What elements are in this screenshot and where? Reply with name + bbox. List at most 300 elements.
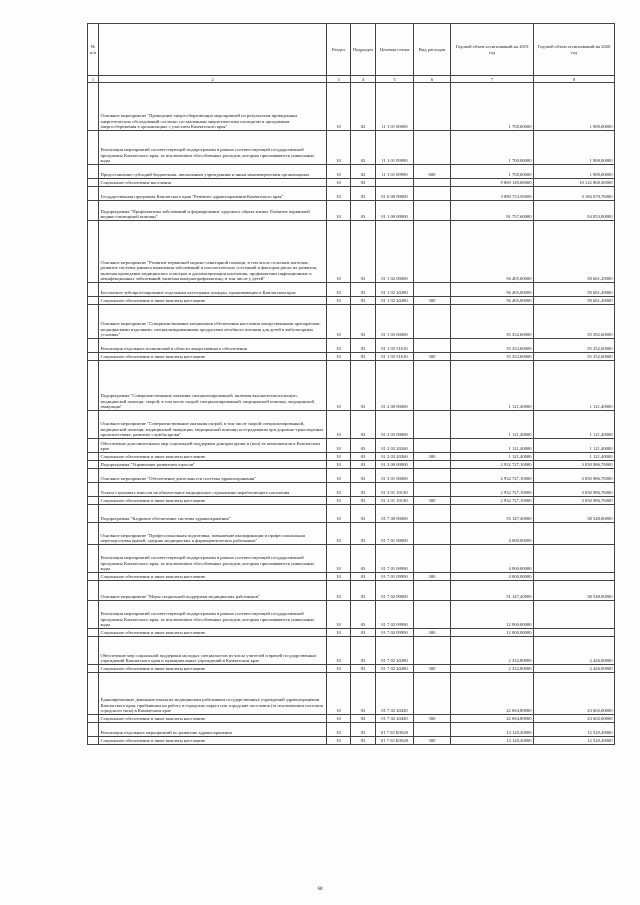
row-podrazdel-cell: 03 (351, 483, 376, 497)
row-name-cell: Социальное обеспечение и иные выплаты населению (99, 737, 327, 745)
row-sum-2020-cell: 1 900,00000 (534, 83, 615, 131)
row-sum-2020-cell: 1 121,40000 (534, 453, 615, 461)
column-number: 2 (99, 76, 327, 83)
row-sum-2019-cell: 1 121,40000 (451, 439, 534, 453)
row-expense-type-cell (414, 201, 451, 221)
row-sum-2020-cell: 58 661,20000 (534, 221, 615, 283)
row-target-article-cell: 11 1 01 09990 (376, 131, 414, 165)
table-row (88, 637, 615, 665)
row-number-cell (88, 673, 99, 715)
row-expense-type-cell: 300 (414, 297, 451, 305)
row-sum-2020-cell: 3 050 986,70000 (534, 483, 615, 497)
row-razdel-cell: 10 (327, 461, 351, 469)
row-podrazdel-cell: 02 (351, 83, 376, 131)
row-number-cell (88, 353, 99, 361)
row-name-cell: Подпрограмма "Совершенствование оказания специализированной, включая высокотехнологичную, медицинской помощи, скорой, в том числе скорой специализированной, медицинской помощи, медицинской эвакуации" (99, 361, 327, 411)
row-sum-2020-cell: 3 050 986,70000 (534, 497, 615, 505)
row-podrazdel-cell: 03 (351, 723, 376, 737)
header-podrazdel: Подраздел (351, 24, 376, 76)
row-sum-2020-cell: 1 900,00000 (534, 131, 615, 165)
row-target-article-cell: 01 7 02 00000 (376, 581, 414, 601)
table-row (88, 461, 615, 469)
row-number-cell (88, 523, 99, 545)
row-podrazdel-cell: 03 (351, 629, 376, 637)
row-podrazdel-cell: 03 (351, 221, 376, 283)
row-target-article-cell: 01 7 02 20420 (376, 715, 414, 723)
row-podrazdel-cell: 03 (351, 637, 376, 665)
row-sum-2019-cell: 2 332,80000 (451, 637, 534, 665)
row-target-article-cell: 01 7 02 20420 (376, 673, 414, 715)
row-name-cell: Социальное обеспечение населения (99, 179, 327, 187)
row-target-article-cell: 01 3 00 00000 (376, 461, 414, 469)
row-number-cell (88, 497, 99, 505)
row-sum-2019-cell: 9 869 149,60000 (451, 179, 534, 187)
row-sum-2020-cell: 2 426,00000 (534, 665, 615, 673)
row-expense-type-cell: 300 (414, 737, 451, 745)
row-target-article-cell: 01 1 03 00000 (376, 305, 414, 339)
row-razdel-cell: 10 (327, 723, 351, 737)
row-number-cell (88, 483, 99, 497)
row-expense-type-cell (414, 283, 451, 297)
table-row (88, 453, 615, 461)
row-name-cell: Основное мероприятие "Меры социальной поддержки медицинских работников" (99, 581, 327, 601)
row-target-article-cell: 01 7 01 09990 (376, 573, 414, 581)
row-number-cell (88, 723, 99, 737)
table-row (88, 361, 615, 411)
row-name-cell: Подпрограмма "Кадровое обеспечение системы здравоохранения" (99, 505, 327, 523)
row-target-article-cell: 01 3 01 10130 (376, 497, 414, 505)
column-number: 6 (414, 76, 451, 83)
table-row (88, 187, 615, 201)
table-row (88, 297, 615, 305)
row-name-cell: Уплата страховых взносов на обязательное медицинское страхование неработающего населения (99, 483, 327, 497)
row-name-cell: Реализация отдельных мероприятий по развитию здравоохранения (99, 723, 327, 737)
row-number-cell (88, 305, 99, 339)
row-razdel-cell: 10 (327, 297, 351, 305)
row-razdel-cell: 10 (327, 601, 351, 629)
row-number-cell (88, 469, 99, 483)
row-podrazdel-cell: 03 (351, 581, 376, 601)
row-name-cell: Государственная программа Камчатского края "Развитие здравоохранения Камчатского края" (99, 187, 327, 201)
row-sum-2019-cell: 2 932 727,10000 (451, 497, 534, 505)
row-podrazdel-cell: 03 (351, 339, 376, 353)
row-sum-2020-cell (534, 601, 615, 629)
row-expense-type-cell (414, 305, 451, 339)
row-razdel-cell: 10 (327, 411, 351, 439)
row-name-cell: Социальное обеспечение и иные выплаты населению (99, 665, 327, 673)
row-sum-2019-cell: 1 700,00000 (451, 83, 534, 131)
row-target-article-cell: 01 7 00 00000 (376, 505, 414, 523)
row-sum-2019-cell: 56 405,00000 (451, 283, 534, 297)
row-expense-type-cell: 300 (414, 629, 451, 637)
row-expense-type-cell (414, 461, 451, 469)
table-row (88, 439, 615, 453)
row-name-cell: Основное мероприятие "Совершенствование оказания скорой, в том числе скорой специализированной, медицинской помощи, медицинской эвакуации, медицинской помощи пострадавшим при дорожно-транспортных происшествиях, развитие службы крови" (99, 411, 327, 439)
table-row (88, 573, 615, 581)
row-expense-type-cell (414, 469, 451, 483)
row-target-article-cell: 11 1 01 00000 (376, 83, 414, 131)
row-sum-2019-cell: 4 000,00000 (451, 523, 534, 545)
table-row (88, 497, 615, 505)
header-name (99, 24, 327, 76)
row-name-cell: Социальное обеспечение и иные выплаты населению (99, 573, 327, 581)
row-sum-2020-cell: 58 661,20000 (534, 297, 615, 305)
row-name-cell: Социальное обеспечение и иные выплаты населению (99, 353, 327, 361)
row-expense-type-cell: 300 (414, 453, 451, 461)
row-number-cell (88, 545, 99, 573)
table-row (88, 221, 615, 283)
row-expense-type-cell (414, 545, 451, 573)
row-name-cell: Подпрограмма "Профилактика заболеваний и формирование здорового образа жизни. Развитие первичной медико-санитарной помощи" (99, 201, 327, 221)
row-expense-type-cell (414, 411, 451, 439)
row-podrazdel-cell: 03 (351, 573, 376, 581)
row-expense-type-cell (414, 83, 451, 131)
row-razdel-cell: 10 (327, 305, 351, 339)
column-number: 7 (451, 76, 534, 83)
row-target-article-cell (376, 179, 414, 187)
row-sum-2019-cell: 55 147,40000 (451, 505, 534, 523)
row-name-cell: Социальное обеспечение и иные выплаты населению (99, 715, 327, 723)
row-number-cell (88, 339, 99, 353)
row-name-cell: Обеспечение дополнительных мер социальной поддержки донорам крови и (или) ее компонентов в Камчатском крае (99, 439, 327, 453)
row-sum-2020-cell: 10 122 868,30000 (534, 179, 615, 187)
row-razdel-cell: 10 (327, 453, 351, 461)
row-sum-2020-cell: 23 602,00000 (534, 715, 615, 723)
table-row (88, 581, 615, 601)
row-target-article-cell: 01 7 01 00000 (376, 523, 414, 545)
row-razdel-cell: 10 (327, 131, 351, 165)
row-podrazdel-cell: 03 (351, 545, 376, 573)
row-sum-2019-cell: 1 121,40000 (451, 453, 534, 461)
row-target-article-cell: 01 2 00 00000 (376, 361, 414, 411)
row-podrazdel-cell: 03 (351, 665, 376, 673)
header-sum-2019: Годовой объем ассигнований на 2019 год (451, 24, 534, 76)
row-podrazdel-cell: 03 (351, 439, 376, 453)
row-sum-2019-cell: 56 405,00000 (451, 297, 534, 305)
row-razdel-cell: 10 (327, 221, 351, 283)
table-row (88, 469, 615, 483)
row-podrazdel-cell: 03 (351, 737, 376, 745)
row-sum-2019-cell: 3 080 753,50000 (451, 187, 534, 201)
row-razdel-cell: 10 (327, 353, 351, 361)
table-row (88, 545, 615, 573)
row-name-cell: Социальное обеспечение и иные выплаты населению (99, 497, 327, 505)
row-podrazdel-cell: 03 (351, 523, 376, 545)
column-numbers-row (88, 76, 615, 83)
row-target-article-cell: 01 2 03 00000 (376, 411, 414, 439)
row-target-article-cell: 01 1 02 00000 (376, 221, 414, 283)
header-expense-type: Вид расходов (414, 24, 451, 76)
row-number-cell (88, 221, 99, 283)
row-number-cell (88, 737, 99, 745)
page-number: 68 (317, 887, 323, 892)
row-number-cell (88, 637, 99, 665)
row-name-cell: Реализация мероприятий соответствующей подпрограммы в рамках соответствующей государственной программы Камчатского края, за исключением обособленных расходов, которым присваиваются уникальные коды (99, 545, 327, 573)
row-razdel-cell: 10 (327, 283, 351, 297)
row-razdel-cell: 10 (327, 505, 351, 523)
row-expense-type-cell (414, 505, 451, 523)
row-expense-type-cell (414, 673, 451, 715)
row-sum-2020-cell: 3 050 986,70000 (534, 461, 615, 469)
row-target-article-cell: 01 7 02 R3820 (376, 737, 414, 745)
row-sum-2020-cell (534, 573, 615, 581)
row-target-article-cell: 01 7 02 R3820 (376, 723, 414, 737)
row-target-article-cell: 01 1 00 00000 (376, 201, 414, 221)
row-name-cell: Бесплатное зубопротезирование отдельным категориям граждан, проживающим в Камчатском крае (99, 283, 327, 297)
row-razdel-cell: 10 (327, 715, 351, 723)
row-podrazdel-cell: 02 (351, 165, 376, 179)
row-sum-2019-cell: 22 694,80000 (451, 673, 534, 715)
row-sum-2020-cell: 3 050 986,70000 (534, 469, 615, 483)
row-razdel-cell: 10 (327, 629, 351, 637)
row-number-cell (88, 187, 99, 201)
table-row (88, 737, 615, 745)
row-razdel-cell: 10 (327, 439, 351, 453)
row-number-cell (88, 601, 99, 629)
row-name-cell: Реализация отдельных полномочий в области лекарственного обеспечения (99, 339, 327, 353)
row-expense-type-cell (414, 439, 451, 453)
row-expense-type-cell (414, 523, 451, 545)
table-row (88, 665, 615, 673)
row-sum-2019-cell: 4 000,00000 (451, 573, 534, 581)
row-number-cell (88, 131, 99, 165)
row-sum-2020-cell (534, 523, 615, 545)
row-razdel-cell: 10 (327, 83, 351, 131)
row-sum-2019-cell: 12 000,00000 (451, 629, 534, 637)
row-podrazdel-cell: 03 (351, 497, 376, 505)
row-expense-type-cell (414, 723, 451, 737)
column-number: 5 (376, 76, 414, 83)
row-expense-type-cell: 300 (414, 353, 451, 361)
row-podrazdel-cell: 03 (351, 461, 376, 469)
row-razdel-cell: 10 (327, 737, 351, 745)
table-row (88, 165, 615, 179)
row-podrazdel-cell: 03 (351, 187, 376, 201)
row-sum-2019-cell: 35 352,60000 (451, 353, 534, 361)
row-sum-2020-cell: 2 426,00000 (534, 637, 615, 665)
row-razdel-cell: 10 (327, 179, 351, 187)
row-number-cell (88, 361, 99, 411)
row-number-cell (88, 283, 99, 297)
row-razdel-cell: 10 (327, 497, 351, 505)
row-sum-2019-cell: 12 000,00000 (451, 601, 534, 629)
row-razdel-cell: 10 (327, 201, 351, 221)
row-sum-2020-cell: 38 548,80000 (534, 505, 615, 523)
row-expense-type-cell (414, 601, 451, 629)
row-sum-2020-cell: 58 661,20000 (534, 283, 615, 297)
row-sum-2020-cell: 1 121,40000 (534, 361, 615, 411)
row-sum-2020-cell (534, 545, 615, 573)
row-podrazdel-cell: 03 (351, 601, 376, 629)
row-expense-type-cell (414, 581, 451, 601)
row-name-cell: Основное мероприятие "Обеспечение деятельности системы здравоохранения" (99, 469, 327, 483)
row-podrazdel-cell: 03 (351, 201, 376, 221)
row-name-cell: Реализация мероприятий соответствующей подпрограммы в рамках соответствующей государственной программы Камчатского края, за исключением обособленных расходов, которым присваиваются уникальные коды (99, 601, 327, 629)
row-sum-2020-cell: 12 520,20000 (534, 723, 615, 737)
row-podrazdel-cell: 03 (351, 283, 376, 297)
row-podrazdel-cell: 03 (351, 305, 376, 339)
row-name-cell: Единовременные денежные выплаты медицинским работникам государственных учреждений здравоохранения Камчатского края, прибывшим на работу в городские округа или городские поселения (за исключением поселков городского типа) в Камчатском крае (99, 673, 327, 715)
row-sum-2020-cell (534, 629, 615, 637)
table-row (88, 179, 615, 187)
row-number-cell (88, 629, 99, 637)
table-header-row (88, 24, 615, 76)
row-expense-type-cell (414, 187, 451, 201)
row-name-cell: Обеспечение мер социальной поддержки молодых специалистов из числа учителей и врачей государственных учреждений Камчатского края и муниципальных учреждений в Камчатском крае (99, 637, 327, 665)
table-row (88, 601, 615, 629)
header-sum-2020: Годовой объем ассигнований на 2020 год (534, 24, 615, 76)
table-row (88, 715, 615, 723)
row-number-cell (88, 83, 99, 131)
row-razdel-cell: 10 (327, 581, 351, 601)
table-row (88, 505, 615, 523)
row-razdel-cell: 10 (327, 469, 351, 483)
row-target-article-cell: 01 7 02 20280 (376, 665, 414, 673)
row-sum-2019-cell: 56 405,00000 (451, 221, 534, 283)
row-sum-2020-cell: 38 548,80000 (534, 581, 615, 601)
row-name-cell: Подпрограмма "Управление развитием отрасли" (99, 461, 327, 469)
table-row (88, 201, 615, 221)
row-sum-2019-cell: 14 120,20000 (451, 723, 534, 737)
row-sum-2020-cell: 1 121,40000 (534, 411, 615, 439)
row-razdel-cell: 10 (327, 545, 351, 573)
row-target-article-cell: 01 7 02 09990 (376, 601, 414, 629)
row-sum-2019-cell: 22 694,80000 (451, 715, 534, 723)
header-num: № п/п (88, 24, 99, 76)
row-sum-2020-cell: 12 520,20000 (534, 737, 615, 745)
row-number-cell (88, 715, 99, 723)
row-sum-2019-cell: 1 700,00000 (451, 165, 534, 179)
row-razdel-cell: 10 (327, 165, 351, 179)
row-razdel-cell: 10 (327, 187, 351, 201)
row-sum-2019-cell: 2 332,80000 (451, 665, 534, 673)
row-expense-type-cell (414, 179, 451, 187)
row-sum-2020-cell: 3 184 670,70000 (534, 187, 615, 201)
row-sum-2019-cell: 1 121,40000 (451, 361, 534, 411)
row-expense-type-cell: 300 (414, 715, 451, 723)
row-podrazdel-cell: 03 (351, 411, 376, 439)
row-target-article-cell: 01 3 01 10130 (376, 483, 414, 497)
row-number-cell (88, 201, 99, 221)
row-name-cell: Основное мероприятие "Развитие первичной медико-санитарной помощи, в том числе сельским жителям, развитие системы раннего выявления заболеваний и патологических состояний и факторов риска их развития, включая проведение медицинских осмотров и диспансеризации населения, профилактика инфекционных и неинфекционных заболеваний, включая иммунопрофилактику, в том числе у детей" (99, 221, 327, 283)
row-number-cell (88, 297, 99, 305)
row-podrazdel-cell: 03 (351, 361, 376, 411)
row-sum-2020-cell: 35 352,60000 (534, 353, 615, 361)
row-target-article-cell: 01 7 02 20280 (376, 637, 414, 665)
header-razdel: Раздел (327, 24, 351, 76)
row-sum-2019-cell: 14 120,20000 (451, 737, 534, 745)
column-number: 1 (88, 76, 99, 83)
row-razdel-cell: 10 (327, 673, 351, 715)
header-target-article: Целевая статья (376, 24, 414, 76)
row-sum-2019-cell: 1 700,00000 (451, 131, 534, 165)
row-name-cell: Предоставление субсидий бюджетным, автономным учреждениям и иным некоммерческим организациям (99, 165, 327, 179)
row-podrazdel-cell: 03 (351, 505, 376, 523)
row-podrazdel-cell: 03 (351, 715, 376, 723)
row-number-cell (88, 439, 99, 453)
row-sum-2020-cell: 35 352,60000 (534, 339, 615, 353)
row-name-cell: Основное мероприятие "Профессиональная подготовка, повышение квалификации и профессиональная переподготовка врачей, средних медицинских и фармацевтических работников" (99, 523, 327, 545)
row-target-article-cell: 01 2 03 20260 (376, 439, 414, 453)
row-podrazdel-cell: 03 (351, 297, 376, 305)
row-target-article-cell: 01 1 03 51610 (376, 339, 414, 353)
table-row (88, 411, 615, 439)
row-number-cell (88, 665, 99, 673)
table-row (88, 523, 615, 545)
row-target-article-cell: 11 1 01 09990 (376, 165, 414, 179)
row-expense-type-cell (414, 483, 451, 497)
row-name-cell: Социальное обеспечение и иные выплаты населению (99, 629, 327, 637)
column-number: 4 (351, 76, 376, 83)
table-row (88, 305, 615, 339)
column-number: 8 (534, 76, 615, 83)
row-sum-2019-cell: 2 932 727,10000 (451, 461, 534, 469)
row-target-article-cell: 01 7 01 09990 (376, 545, 414, 573)
row-number-cell (88, 505, 99, 523)
row-expense-type-cell: 300 (414, 665, 451, 673)
row-number-cell (88, 581, 99, 601)
row-target-article-cell: 01 1 02 20280 (376, 283, 414, 297)
row-sum-2020-cell: 1 121,40000 (534, 439, 615, 453)
table-row (88, 353, 615, 361)
row-podrazdel-cell: 03 (351, 453, 376, 461)
row-number-cell (88, 165, 99, 179)
row-sum-2020-cell: 1 900,00000 (534, 165, 615, 179)
row-razdel-cell: 10 (327, 523, 351, 545)
table-row (88, 131, 615, 165)
row-expense-type-cell: 300 (414, 497, 451, 505)
row-expense-type-cell: 600 (414, 165, 451, 179)
row-sum-2019-cell: 4 000,00000 (451, 545, 534, 573)
row-target-article-cell: 01 1 02 20280 (376, 297, 414, 305)
row-podrazdel-cell: 02 (351, 131, 376, 165)
table-row (88, 629, 615, 637)
table-row (88, 339, 615, 353)
row-target-article-cell: 01 7 02 09990 (376, 629, 414, 637)
row-number-cell (88, 411, 99, 439)
row-podrazdel-cell: 03 (351, 179, 376, 187)
row-razdel-cell: 10 (327, 339, 351, 353)
row-sum-2019-cell: 2 932 727,10000 (451, 469, 534, 483)
row-sum-2019-cell: 51 147,40000 (451, 581, 534, 601)
row-podrazdel-cell: 03 (351, 673, 376, 715)
row-razdel-cell: 10 (327, 637, 351, 665)
row-razdel-cell: 10 (327, 361, 351, 411)
table-row (88, 483, 615, 497)
row-podrazdel-cell: 03 (351, 469, 376, 483)
row-name-cell: Основное мероприятие "Совершенствование механизмов обеспечения населения лекарственными препаратами, медицинскими изделиями, специализированными продуктами лечебного питания для детей в амбулаторных условиях" (99, 305, 327, 339)
row-name-cell: Социальное обеспечение и иные выплаты населению (99, 453, 327, 461)
table-row (88, 723, 615, 737)
row-expense-type-cell (414, 339, 451, 353)
row-sum-2019-cell: 35 352,60000 (451, 339, 534, 353)
row-sum-2020-cell: 94 053,80000 (534, 201, 615, 221)
row-expense-type-cell (414, 361, 451, 411)
row-number-cell (88, 461, 99, 469)
row-expense-type-cell (414, 221, 451, 283)
table-row (88, 83, 615, 131)
row-podrazdel-cell: 03 (351, 353, 376, 361)
row-target-article-cell: 01 0 00 00000 (376, 187, 414, 201)
row-sum-2020-cell: 35 392,60000 (534, 305, 615, 339)
table-body (88, 83, 615, 745)
row-razdel-cell: 10 (327, 483, 351, 497)
row-expense-type-cell (414, 637, 451, 665)
row-sum-2019-cell: 2 932 727,10000 (451, 483, 534, 497)
row-razdel-cell: 10 (327, 665, 351, 673)
table-row (88, 673, 615, 715)
row-target-article-cell: 01 1 03 51610 (376, 353, 414, 361)
